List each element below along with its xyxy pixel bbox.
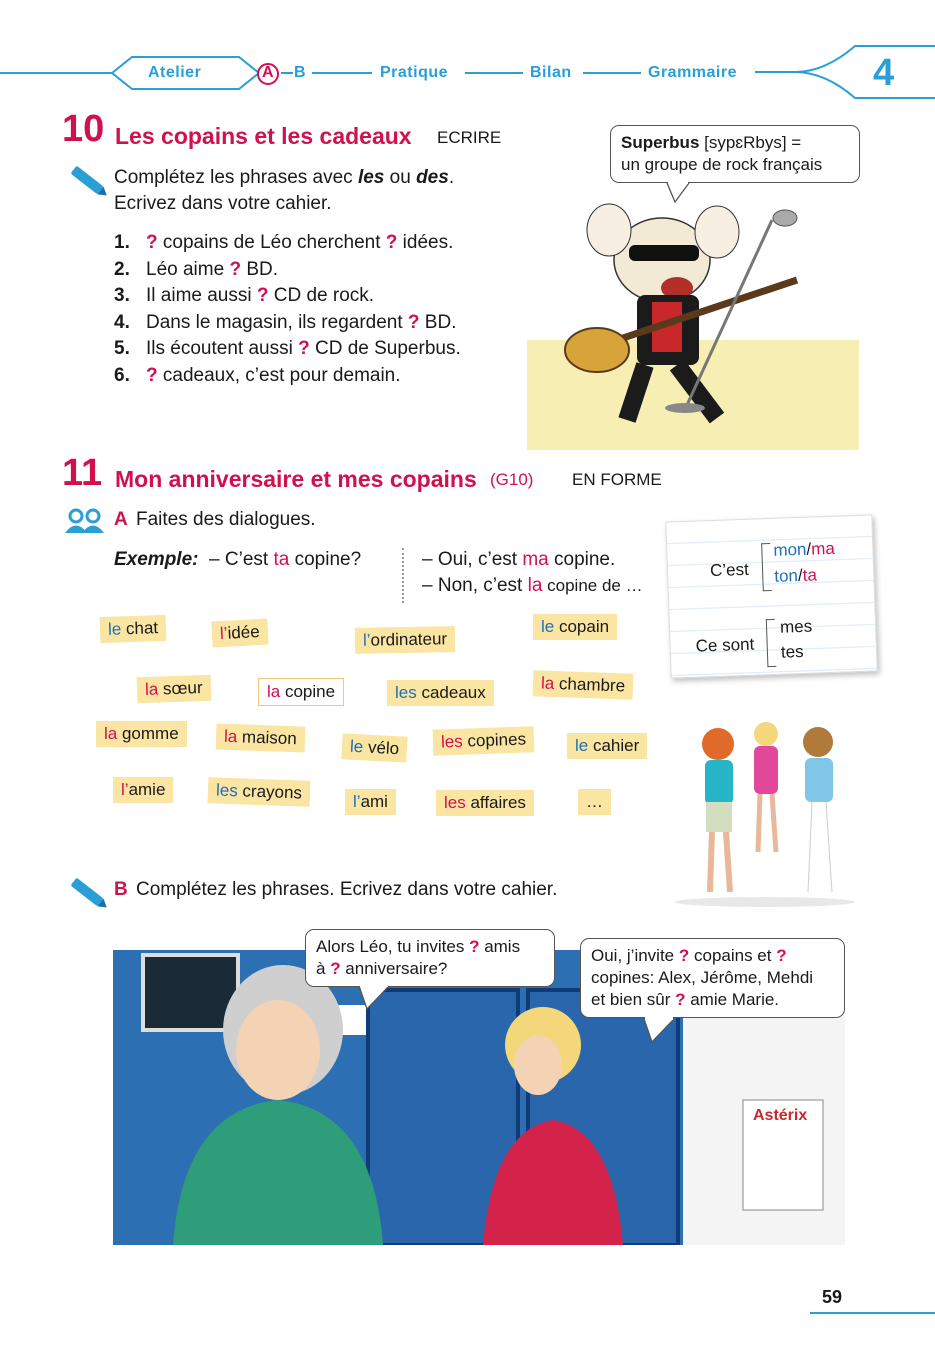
word-card: la gomme — [96, 721, 187, 747]
page-number: 59 — [822, 1287, 843, 1307]
ex11-b-label: B — [114, 879, 128, 900]
grammar-mes: mes — [779, 616, 813, 637]
ex11-b-text: Complétez les phrases. Ecrivez dans votre cahier. — [136, 879, 558, 900]
grammar-cesont: Ce sont — [695, 634, 755, 656]
word-card: la maison — [216, 723, 306, 752]
grammar-row2: ton/ta — [773, 565, 818, 586]
word-card: le cahier — [567, 733, 647, 759]
nav-a[interactable]: A — [262, 64, 275, 81]
word-card: l’ami — [345, 789, 396, 815]
example-divider — [402, 548, 404, 603]
word-card: les crayons — [208, 777, 311, 807]
list-item: 4. Dans le magasin, ils regardent ? BD. — [114, 311, 457, 333]
grammar-row1: mon/ma — [773, 538, 836, 560]
pencil-icon — [71, 878, 104, 907]
nav-atelier[interactable]: Atelier — [148, 64, 202, 81]
nav-bilan[interactable]: Bilan — [530, 64, 572, 81]
word-card: le vélo — [341, 733, 407, 762]
list-item: 6. ? cadeaux, c’est pour demain. — [114, 364, 401, 386]
list-item: 1. ? copains de Léo cherchent ? idées. — [114, 232, 454, 253]
word-card: l’ordinateur — [355, 626, 456, 654]
ex10-number: 10 — [62, 108, 105, 150]
word-card: le copain — [533, 614, 617, 640]
grammar-box — [665, 514, 877, 678]
poster-text: Astérix — [753, 1107, 808, 1124]
word-card: le chat — [100, 615, 167, 643]
word-card: l’idée — [211, 619, 268, 648]
bubble-tail — [640, 1016, 680, 1044]
chapter-number: 4 — [873, 52, 895, 94]
word-card: la chambre — [533, 670, 634, 699]
ex11-grammar-ref: (G10) — [490, 470, 534, 489]
example-answers: – Oui, c’est ma copine. – Non, c’est la copine de … — [422, 549, 643, 596]
rock-mouse-illustration — [527, 190, 859, 450]
nav-pratique[interactable]: Pratique — [380, 64, 449, 81]
pencil-icon — [71, 166, 104, 195]
bubble-tail — [665, 180, 695, 204]
word-card: … — [578, 789, 611, 815]
word-card: les affaires — [436, 790, 534, 816]
ex10-title: Les copains et les cadeaux — [115, 123, 412, 149]
bubble-mother: Alors Léo, tu invites ? amis à ? anniversaire? — [305, 929, 555, 987]
ex11-a-label: A — [114, 509, 128, 530]
ex11-title: Mon anniversaire et mes copains — [115, 466, 477, 492]
ex11-tag: EN FORME — [572, 470, 662, 489]
list-item: 5. Ils écoutent aussi ? CD de Superbus. — [114, 338, 461, 360]
girls-illustration — [670, 712, 860, 907]
grammar-bracket — [761, 543, 772, 591]
ex11-number: 11 — [62, 452, 103, 494]
nav-b[interactable]: B — [294, 64, 307, 81]
example-question: Exemple: – C’est ta copine? — [114, 549, 362, 570]
bubble-tail — [355, 983, 395, 1011]
list-item: 2. Léo aime ? BD. — [114, 258, 279, 280]
list-item: 3. Il aime aussi ? CD de rock. — [114, 285, 375, 307]
ex10-list — [114, 230, 461, 390]
grammar-cest: C’est — [709, 559, 750, 581]
grammar-bracket — [766, 619, 777, 667]
ex10-tag: ECRIRE — [437, 128, 502, 147]
nav-grammaire[interactable]: Grammaire — [648, 64, 737, 81]
word-card: la copine — [258, 678, 344, 706]
ex11-a-text: Faites des dialogues. — [136, 509, 316, 530]
ex10-instruction: Complétez les phrases avec les ou des. Ecrivez dans votre cahier. — [114, 167, 455, 214]
word-card: l’amie — [113, 777, 173, 803]
word-card: les copines — [433, 726, 535, 756]
word-card: les cadeaux — [387, 680, 494, 706]
word-card: la sœur — [137, 675, 211, 704]
chapter-tab-shape — [755, 40, 935, 102]
superbus-bubble: Superbus [sypɛRbys] = un groupe de rock français — [610, 125, 860, 183]
grammar-tes: tes — [780, 641, 804, 662]
bubble-leo: Oui, j’invite ? copains et ? copines: Alex, Jérôme, Mehdi et bien sûr ? amie Marie. — [580, 938, 845, 1018]
pair-work-icon — [64, 508, 106, 534]
